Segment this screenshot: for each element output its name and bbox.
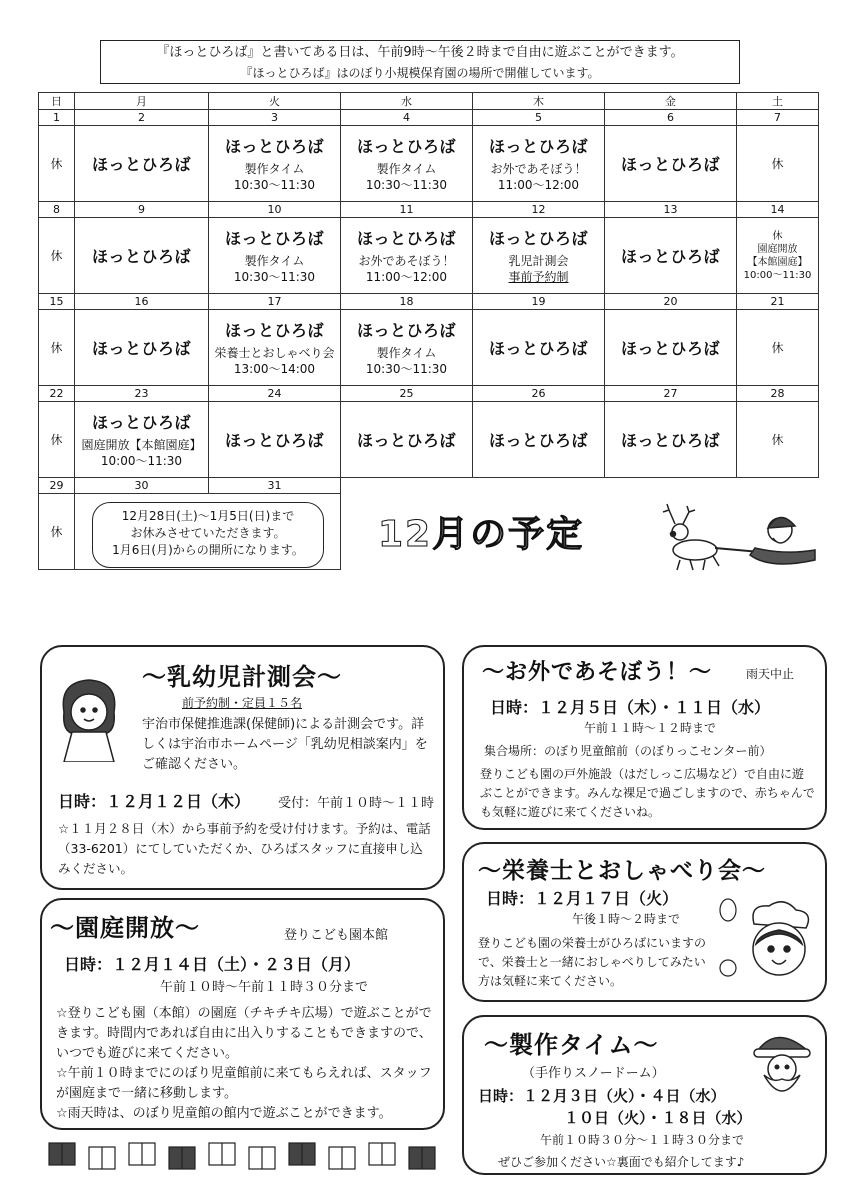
weekday-header: 水: [341, 93, 473, 110]
day-number: 13: [605, 202, 737, 218]
day-cell: [341, 402, 473, 478]
event-detail: 【本館園庭】: [747, 256, 808, 268]
event-detail: 製作タイム: [244, 162, 305, 176]
day-number: 30: [75, 478, 209, 494]
day-number: 6: [605, 110, 737, 126]
event-detail: 休: [771, 432, 784, 447]
december-calendar: [38, 92, 819, 570]
day-cell: [75, 218, 209, 294]
event-detail: 10:00～11:30: [743, 269, 812, 281]
craft-date-2: １０日（火）・１８日（水）: [564, 1109, 752, 1127]
day-cell: [39, 310, 75, 386]
day-cell: [737, 218, 819, 294]
weekday-header: 土: [737, 93, 819, 110]
nutrition-body: 登りこども園の栄養士がひろばにいますので、栄養士と一緒におしゃべりしてみたい方は気軽に来てください。: [478, 936, 707, 988]
nurse-icon: [63, 680, 114, 762]
month-title: 12月の予定: [378, 514, 585, 555]
event-detail: お外であそぼう！: [490, 162, 587, 176]
day-number: 27: [605, 386, 737, 402]
day-cell: [341, 218, 473, 294]
day-number: 9: [75, 202, 209, 218]
calendar-weeks: [39, 110, 819, 478]
day-cell: [341, 126, 473, 202]
event-detail: 乳児計測会: [508, 254, 569, 268]
event-title: ほっとひろば: [488, 339, 588, 358]
measurement-reception: 受付：午前１０時～１１時: [278, 796, 435, 811]
reindeer-icon: [663, 504, 719, 570]
craft-date-1: 日時：１２月３日（火）・４日（水）: [478, 1087, 726, 1105]
event-detail: 10:30～11:30: [365, 362, 448, 376]
measurement-date: 日時：１２月１２日（木）: [58, 792, 251, 811]
day-cell: [737, 126, 819, 202]
event-detail: 園庭開放: [757, 243, 798, 255]
event-detail: 休: [771, 156, 784, 171]
day-number: 17: [209, 294, 341, 310]
day-cell: [473, 402, 605, 478]
nutrition-date: 日時：１２月１７日（火）: [486, 889, 679, 908]
garden-note-1: ☆登りこども園（本館）の園庭（チキチキ広場）で遊ぶことができます。時間内であれば自由に出入りすることもできますので、いつでも遊びに来てください。: [56, 1006, 432, 1061]
day-number: 25: [341, 386, 473, 402]
week-row-content: [39, 218, 819, 294]
day-cell: [737, 310, 819, 386]
event-title: ほっとひろば: [488, 431, 588, 450]
event-title: ほっとひろば: [91, 155, 191, 174]
event-title: ほっとひろば: [224, 321, 324, 340]
event-title: ほっとひろば: [620, 155, 720, 174]
week-row-numbers: [39, 202, 819, 218]
chef-illustration: [714, 894, 819, 994]
day-number: 21: [737, 294, 819, 310]
day-cell: [209, 310, 341, 386]
day-number: 24: [209, 386, 341, 402]
event-detail: 13:00～14:00: [233, 362, 316, 376]
day-number: 8: [39, 202, 75, 218]
outdoor-time: 午前１１時～１２時まで: [584, 721, 717, 735]
event-detail: 休: [50, 340, 63, 355]
event-detail: 10:30～11:30: [365, 178, 448, 192]
day-cell: [39, 126, 75, 202]
day-cell: [39, 402, 75, 478]
holiday-note-line: お休みさせていただきます。: [130, 526, 286, 540]
santa-face-illustration: [746, 1023, 818, 1103]
outdoor-title: ～お外であそぼう！～: [482, 660, 713, 685]
event-title: ほっとひろば: [224, 431, 324, 450]
day-cell: 休: [39, 494, 75, 570]
day-cell: [75, 126, 209, 202]
event-detail: 10:00～11:30: [100, 454, 183, 468]
day-number: 22: [39, 386, 75, 402]
holiday-note-line: 1月6日(月)からの開所になります。: [112, 543, 304, 557]
day-number: 14: [737, 202, 819, 218]
gift-decoration: [45, 1135, 445, 1175]
week-row-numbers: [39, 110, 819, 126]
day-cell: [737, 402, 819, 478]
day-cell: [473, 126, 605, 202]
measurement-reservation-note: ☆１１月２８日（木）から事前予約を受け付けます。予約は、電話（33-6201）にてしていただくか、ひろばスタッフに直接申し込みください。: [58, 821, 431, 876]
hours-notice: [100, 40, 740, 84]
event-detail: 製作タイム: [376, 162, 437, 176]
santa-icon: [750, 517, 815, 564]
event-title: ほっとひろば: [620, 431, 720, 450]
event-title: ほっとひろば: [91, 247, 191, 266]
week-row-content: [39, 402, 819, 478]
weekday-header: 火: [209, 93, 341, 110]
event-detail: 休: [50, 248, 63, 263]
notice-line-1: 『ほっとひろば』と書いてある日は、午前9時～午後２時まで自由に遊ぶことができます。: [156, 45, 684, 60]
event-detail: 休: [50, 432, 63, 447]
event-detail: 11:00～12:00: [497, 178, 580, 192]
day-cell: [209, 218, 341, 294]
garden-place: 登りこども園本館: [284, 928, 389, 943]
day-number: 3: [209, 110, 341, 126]
day-number: 1: [39, 110, 75, 126]
nutrition-talk-box: [462, 842, 827, 1002]
outdoor-play-box: [462, 645, 827, 830]
garden-open-box: [40, 898, 445, 1130]
garden-date: 日時：１２月１４日（土）・２３日（月）: [64, 955, 361, 974]
event-detail: 11:00～12:00: [365, 270, 448, 284]
garden-note-3: ☆雨天時は、のぼり児童館の館内で遊ぶことができます。: [56, 1106, 392, 1121]
event-title: ほっとひろば: [356, 431, 456, 450]
garden-title: ～園庭開放～: [50, 914, 200, 942]
day-number: 31: [209, 478, 341, 494]
day-number: 19: [473, 294, 605, 310]
day-cell: [605, 218, 737, 294]
day-number: 15: [39, 294, 75, 310]
event-title: ほっとひろば: [356, 137, 456, 156]
week-row-numbers: [39, 386, 819, 402]
event-detail: 10:30～11:30: [233, 178, 316, 192]
weekday-header-row: [39, 93, 819, 110]
event-title: ほっとひろば: [224, 229, 324, 248]
notice-line-2: 『ほっとひろば』はのぼり小規模保育園の場所で開催しています。: [240, 66, 600, 80]
event-detail: お外であそぼう！: [358, 254, 455, 268]
event-title: ほっとひろば: [356, 321, 456, 340]
outdoor-place: 集合場所：のぼり児童館前（のぼりっこセンター前）: [484, 744, 772, 758]
day-cell: [605, 310, 737, 386]
garden-note-2: ☆午前１０時までにのぼり児童館前に来てもらえれば、スタッフが園庭まで一緒に移動します。: [56, 1066, 432, 1101]
event-detail: 10:30～11:30: [233, 270, 316, 284]
day-cell: [209, 126, 341, 202]
vegetable-icon: [720, 899, 736, 976]
day-number: 23: [75, 386, 209, 402]
week-row-content: [39, 310, 819, 386]
day-cell: [75, 402, 209, 478]
day-number: 18: [341, 294, 473, 310]
event-title: ほっとひろば: [488, 137, 588, 156]
nutrition-time: 午後１時～２時まで: [572, 912, 681, 926]
garden-time: 午前１０時～午前１１時３０分まで: [160, 980, 369, 995]
craft-footer: ぜひご参加ください☆裏面でも紹介してます♪: [498, 1155, 745, 1169]
day-number: 29: [39, 478, 75, 494]
day-cell: [473, 218, 605, 294]
day-cell: [341, 310, 473, 386]
week-row-numbers: [39, 478, 819, 494]
outdoor-rain-note: 雨天中止: [746, 667, 795, 681]
event-title: ほっとひろば: [620, 247, 720, 266]
day-number: 7: [737, 110, 819, 126]
day-number: 10: [209, 202, 341, 218]
event-title: ほっとひろば: [91, 339, 191, 358]
day-cell: [473, 310, 605, 386]
weekday-header: 金: [605, 93, 737, 110]
craft-time-box: [462, 1015, 827, 1175]
reindeer-santa-illustration: [655, 500, 825, 575]
day-cell: [209, 402, 341, 478]
day-number: 16: [75, 294, 209, 310]
day-number: 2: [75, 110, 209, 126]
event-detail: 製作タイム: [376, 346, 437, 360]
event-title: ほっとひろば: [488, 229, 588, 248]
week-row-content: [39, 126, 819, 202]
weekday-header: 日: [39, 93, 75, 110]
holiday-note: [92, 502, 324, 568]
day-number: 12: [473, 202, 605, 218]
event-detail: 事前予約制: [508, 270, 569, 284]
santa-face-icon: [754, 1037, 810, 1091]
measurement-event-box: [40, 645, 445, 890]
holiday-note-line: 12月28日(土)～1月5日(日)まで: [121, 509, 295, 523]
chef-icon: [753, 902, 808, 975]
event-detail: 休: [772, 230, 783, 242]
day-cell: [75, 310, 209, 386]
craft-subtitle: （手作りスノードーム）: [522, 1066, 665, 1081]
event-title: ほっとひろば: [91, 413, 191, 432]
event-title: ほっとひろば: [356, 229, 456, 248]
craft-title: ～製作タイム～: [484, 1031, 659, 1059]
day-number: 20: [605, 294, 737, 310]
measurement-subtitle: 前予約制・定員１５名: [182, 696, 303, 710]
event-detail: 休: [771, 340, 784, 355]
event-title: ほっとひろば: [224, 137, 324, 156]
weekday-header: 月: [75, 93, 209, 110]
weekday-header: 木: [473, 93, 605, 110]
week-row-numbers: [39, 294, 819, 310]
day-number: 28: [737, 386, 819, 402]
event-title: ほっとひろば: [620, 339, 720, 358]
outdoor-date: 日時：１２月５日（木）・１１日（水）: [490, 698, 771, 717]
nutrition-title: ～栄養士とおしゃべり会～: [478, 858, 766, 884]
day-cell: [605, 126, 737, 202]
measurement-body: 宇治市保健推進課(保健師)による計測会です。詳しくは宇治市ホームページ「乳幼児相談案内」をご確認ください。: [142, 717, 428, 772]
day-number: 26: [473, 386, 605, 402]
event-detail: 園庭開放【本館園庭】: [81, 438, 202, 452]
outdoor-body: 登りこども園の戸外施設（はだしっこ広場など）で自由に遊ぶことができます。みんな裸足で過ごしますので、赤ちゃんでも気軽に遊びに来てくださいね。: [480, 767, 815, 819]
day-number: 11: [341, 202, 473, 218]
craft-time: 午前１０時３０分～１１時３０分まで: [540, 1133, 745, 1147]
measurement-title: ～乳幼児計測会～: [142, 663, 342, 691]
day-number: 4: [341, 110, 473, 126]
nurse-illustration: [54, 672, 134, 762]
event-detail: 製作タイム: [244, 254, 305, 268]
day-cell: [605, 402, 737, 478]
event-detail: 休: [50, 156, 63, 171]
event-detail: 栄養士とおしゃべり会: [214, 346, 335, 360]
day-cell: [39, 218, 75, 294]
day-number: 5: [473, 110, 605, 126]
